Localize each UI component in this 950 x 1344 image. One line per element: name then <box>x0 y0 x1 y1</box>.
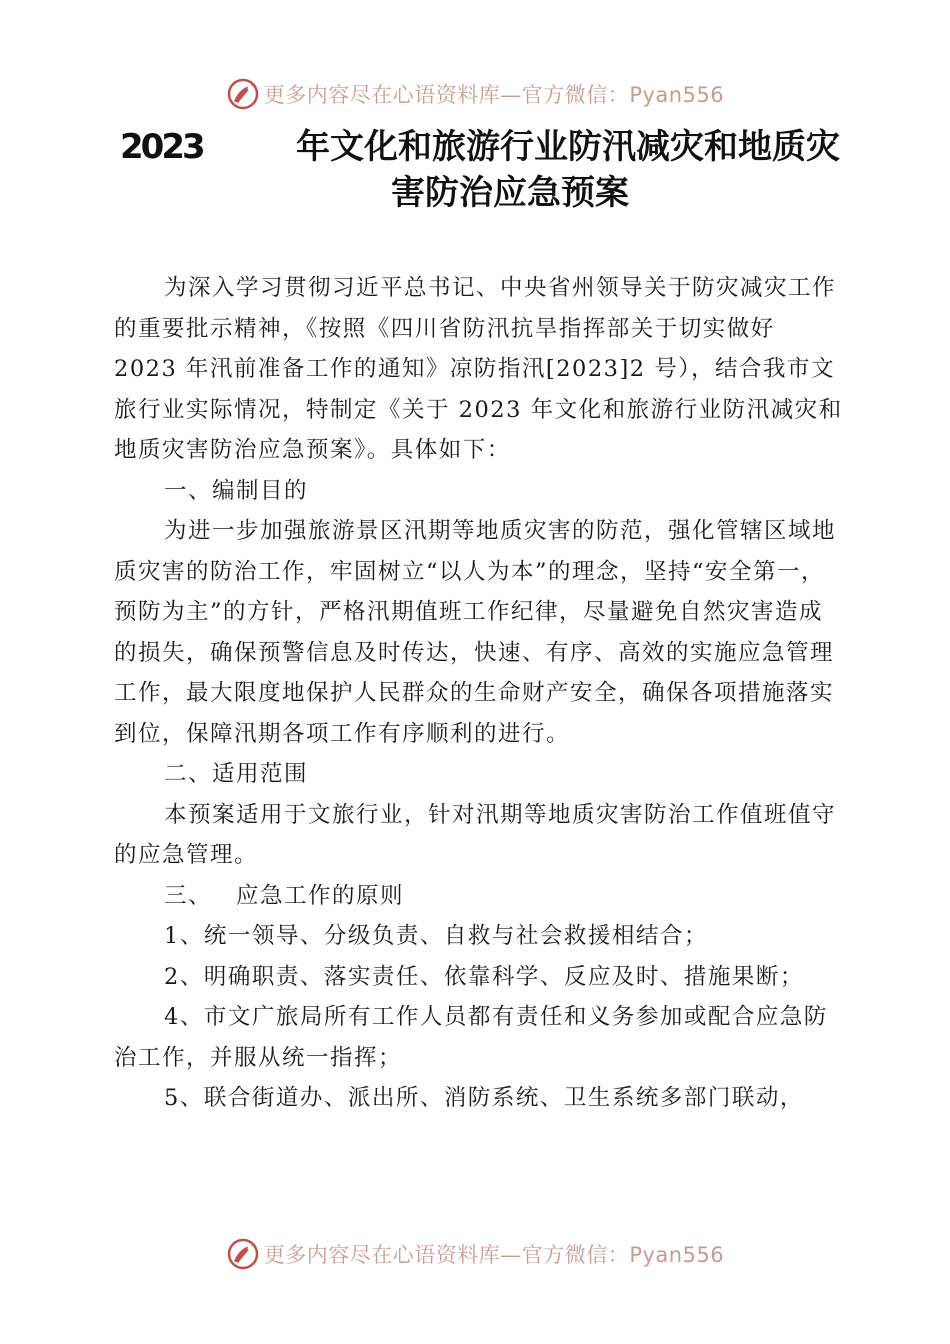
list-item-principle-2: 2、明确职责、落实责任、依靠科学、反应及时、措施果断； <box>164 963 804 990</box>
title-line-1 <box>120 124 840 170</box>
section-heading-text: 应急工作的原则 <box>236 882 405 909</box>
document-title <box>120 124 840 216</box>
watermark-footer <box>0 1234 950 1274</box>
title-line-2: 害防治应急预案 <box>391 173 629 213</box>
section-heading-principles <box>114 876 844 917</box>
paragraph-purpose: 为进一步加强旅游景区汛期等地质灾害的防范，强化管辖区域地质灾害的防治工作，牢固树立“以人为本”的理念，坚持“安全第一，预防为主”的方针，严格汛期值班工作纪律，尽量避免自然灾害造成的损失，确保预警信息及时传达，快速、有序、高效的实施应急管理工作，最大限度地保护人民群众的生命财产安全，确保各项措施落实到位，保障汛期各项工作有序顺利的进行。 <box>114 518 837 747</box>
watermark-text: 更多内容尽在心语资料库—官方微信：Pyan556 <box>263 83 725 107</box>
watermark-text: 更多内容尽在心语资料库—官方微信：Pyan556 <box>263 1243 725 1267</box>
watermark-logo-icon <box>226 77 260 111</box>
document-body <box>114 268 844 1119</box>
title-year: 2023 <box>120 127 203 167</box>
section-number: 三、 <box>164 882 213 909</box>
paragraph-intro-continued: 旅行业实际情况，特制定《关于 2023 年文化和旅游行业防汛减灾和地质灾害防治应急预案》。具体如下： <box>114 396 843 463</box>
list-item-principle-4: 4、市文广旅局所有工作人员都有责任和义务参加或配合应急防治工作，并服从统一指挥； <box>114 1004 828 1071</box>
paragraph-scope: 本预案适用于文旅行业，针对汛期等地质灾害防治工作值班值守的应急管理。 <box>114 801 837 868</box>
watermark-header <box>0 74 950 114</box>
list-item-principle-1: 1、统一领导、分级负责、自救与社会救援相结合； <box>164 923 708 949</box>
list-item-principle-5: 5、联合街道办、派出所、消防系统、卫生系统多部门联动， <box>164 1085 804 1111</box>
title-line-1-text: 年文化和旅游行业防汛减灾和地质灾 <box>296 127 840 167</box>
watermark-logo-icon <box>226 1237 260 1271</box>
section-heading-purpose: 一、编制目的 <box>164 477 309 504</box>
section-heading-scope: 二、适用范围 <box>164 761 309 787</box>
watermark-wechat-id: Pyan556 <box>629 83 725 107</box>
watermark-wechat-id: Pyan556 <box>629 1243 725 1267</box>
paragraph-intro: 为深入学习贯彻习近平总书记、中央省州领导关于防灾减灾工作的重要批示精神，《按照《四川省防汛抗旱指挥部关于切实做好 2023 年汛前准备工作的通知》凉防指汛[2023]2 号），结合我市文 <box>114 275 837 382</box>
